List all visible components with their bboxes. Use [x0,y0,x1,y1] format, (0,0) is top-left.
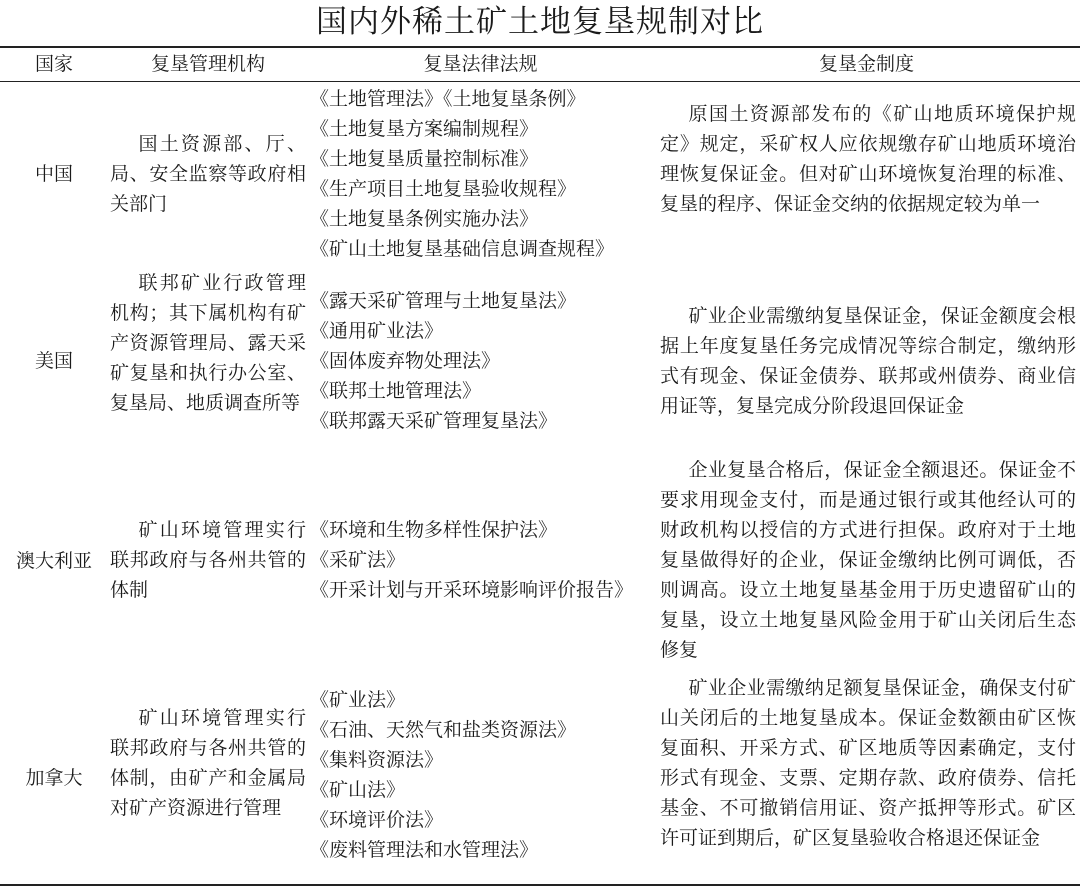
row-agency: 联邦矿业行政管理机构；其下属机构有矿产资源管理局、露天采矿复垦和执行办公室、复垦局、地质调查所等 [110,272,306,414]
law-item: 《矿业法》 [310,689,406,711]
row-bond: 矿业企业需缴纳足额复垦保证金，确保支付矿山关闭后的土地复垦成本。保证金数额由矿区恢复面积、开采方式、矿区地质等因素确定，支付形式有现金、支票、定期存款、政府债券、信托基金、不可撤销信用证、资产抵押等形式。矿区许可证到期后，矿区复垦验收合格退还保证金 [660,677,1076,849]
law-item: 《石油、天然气和盐类资源法》 [310,719,577,741]
law-item: 《联邦露天采矿管理复垦法》 [310,410,558,432]
header-agency: 复垦管理机构 [150,53,265,75]
row-agency: 国土资源部、厅、局、安全监察等政府相关部门 [110,133,306,215]
header-laws: 复垦法律法规 [423,53,538,75]
law-item: 《土地复垦方案编制规程》 [310,118,539,140]
row-bond: 矿业企业需缴纳复垦保证金，保证金额度会根据上年度复垦任务完成情况等综合制定，缴纳形式有现金、保证金债券、联邦或州债券、商业信用证等，复垦完成分阶段退回保证金 [660,305,1076,417]
law-item: 《矿山土地复垦基础信息调查规程》 [310,238,615,260]
row-country: 澳大利亚 [15,550,92,572]
row-agency: 矿山环境管理实行联邦政府与各州共管的体制 [110,519,306,601]
law-item: 《联邦土地管理法》 [310,380,482,402]
law-item: 《矿山法》 [310,779,406,801]
row-country: 中国 [34,163,73,185]
law-item: 《露天采矿管理与土地复垦法》 [310,290,577,312]
law-item: 《生产项目土地复垦验收规程》 [310,178,577,200]
row-agency: 矿山环境管理实行联邦政府与各州共管的体制，由矿产和金属局对矿产资源进行管理 [110,707,306,819]
law-item: 《土地复垦条例实施办法》 [310,208,539,230]
row-laws [310,84,653,264]
law-item: 《废料管理法和水管理法》 [310,839,539,861]
law-item: 《环境评价法》 [310,809,444,831]
law-item: 《土地管理法》《土地复垦条例》 [310,88,586,110]
bottom-rule [0,884,1080,886]
law-item: 《集料资源法》 [310,749,444,771]
header-country: 国家 [34,53,73,75]
law-item: 《固体废弃物处理法》 [310,350,501,372]
row-laws [310,685,653,865]
law-item: 《开采计划与开采环境影响评价报告》 [310,579,634,601]
law-item: 《通用矿业法》 [310,320,444,342]
row-bond: 原国土资源部发布的《矿山地质环境保护规定》规定，采矿权人应依规缴存矿山地质环境治理恢复保证金。但对矿山环境恢复治理的标准、复垦的程序、保证金交纳的依据规定较为单一 [660,103,1076,215]
row-bond: 企业复垦合格后，保证金全额退还。保证金不要求用现金支付，而是通过银行或其他经认可的财政机构以授信的方式进行担保。政府对于土地复垦做得好的企业，保证金缴纳比例可调低，否则调高。设立土地复垦基金用于历史遗留矿山的复垦，设立土地复垦风险金用于矿山关闭后生态修复 [660,459,1076,661]
law-item: 《环境和生物多样性保护法》 [310,519,558,541]
law-item: 《土地复垦质量控制标准》 [310,148,539,170]
law-item: 《采矿法》 [310,549,406,571]
row-laws [310,286,653,436]
row-country: 加拿大 [25,767,83,789]
header-rule [0,81,1080,82]
header-bond: 复垦金制度 [818,53,914,75]
row-country: 美国 [34,350,73,372]
row-laws [310,515,653,605]
table-title: 国内外稀土矿土地复垦规制对比 [316,4,764,40]
